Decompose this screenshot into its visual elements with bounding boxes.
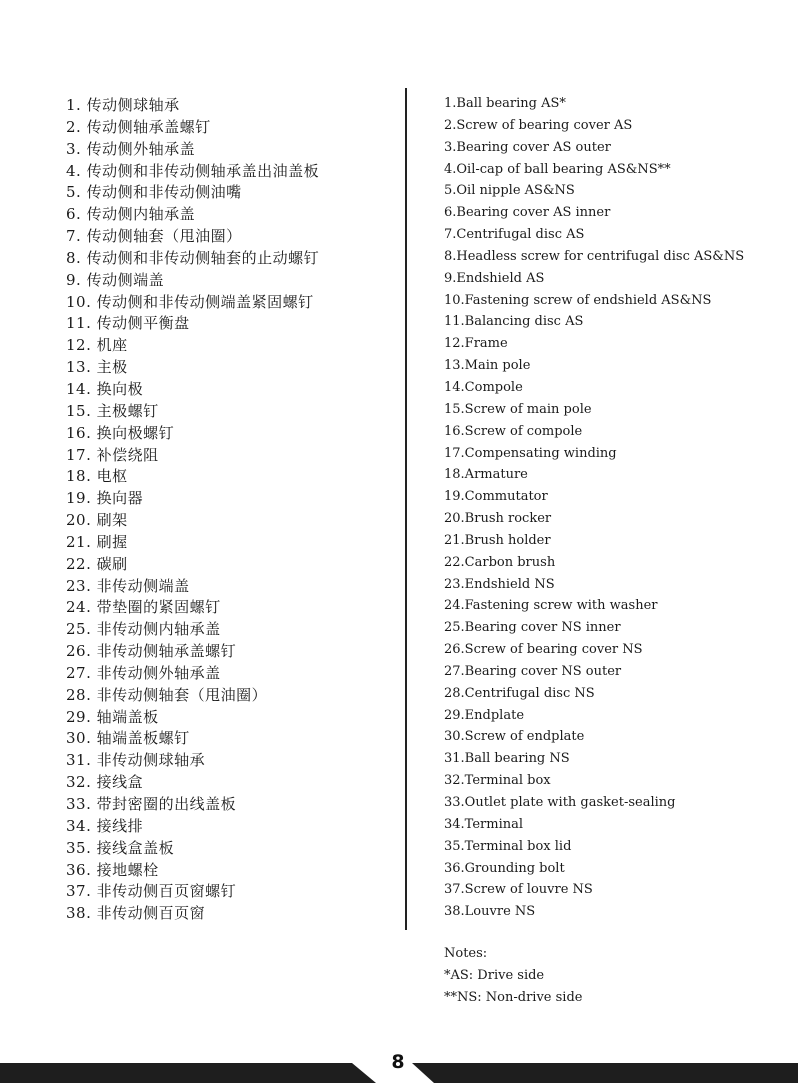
part-item-cn: 7. 传动侧轴套（甩油圈） [66, 227, 242, 246]
part-item-en: 11.Balancing disc AS [444, 314, 584, 330]
part-item-en: 16.Screw of compole [444, 423, 583, 439]
part-item-cn: 12. 机座 [66, 336, 128, 355]
parts-list-english [444, 93, 774, 923]
part-item-en: 23.Endshield NS [444, 576, 555, 592]
part-item-en: 28.Centrifugal disc NS [444, 685, 595, 701]
note-line-ns: **NS: Non-drive side [444, 990, 583, 1005]
part-item-en: 34.Terminal [444, 816, 524, 832]
part-item-en: 15.Screw of main pole [444, 401, 592, 417]
part-item-cn: 15. 主极螺钉 [66, 401, 159, 420]
part-item-cn: 3. 传动侧外轴承盖 [66, 139, 196, 158]
notes-section [444, 943, 582, 1009]
part-item-cn: 23. 非传动侧端盖 [66, 576, 190, 595]
part-item-en: 29.Endplate [444, 707, 525, 723]
part-item-cn: 11. 传动侧平衡盘 [66, 314, 190, 333]
part-item-cn: 26. 非传动侧轴承盖螺钉 [66, 642, 237, 661]
part-item-cn: 8. 传动侧和非传动侧轴套的止动螺钉 [66, 248, 320, 267]
part-item-en: 1.Ball bearing AS* [444, 96, 566, 111]
part-item-en: 6.Bearing cover AS inner [444, 205, 611, 221]
part-item-cn: 32. 接线盒 [66, 773, 144, 792]
part-item-en: 18.Armature [444, 467, 528, 483]
part-item-en: 13.Main pole [444, 358, 531, 374]
part-item-cn: 36. 接地螺栓 [66, 860, 159, 879]
part-item-en: 24.Fastening screw with washer [444, 598, 658, 614]
part-item-en: 2.Screw of bearing cover AS [444, 117, 633, 133]
part-item-en: 27.Bearing cover NS outer [444, 663, 622, 679]
part-item-en: 30.Screw of endplate [444, 729, 585, 745]
part-item-en: 19.Commutator [444, 489, 548, 505]
part-item-en: 9.Endshield AS [444, 270, 545, 286]
part-item-en: 26.Screw of bearing cover NS [444, 642, 643, 658]
part-item-en: 22.Carbon brush [444, 554, 556, 570]
part-item-cn: 9. 传动侧端盖 [66, 270, 165, 289]
part-item-cn: 25. 非传动侧内轴承盖 [66, 620, 221, 639]
part-item-cn: 37. 非传动侧百页窗螺钉 [66, 882, 237, 901]
part-item-en: 33.Outlet plate with gasket-sealing [444, 795, 676, 810]
part-item-cn: 38. 非传动侧百页窗 [66, 904, 206, 923]
page-number: 8 [391, 1051, 405, 1073]
part-item-cn: 34. 接线排 [66, 816, 144, 835]
part-item-cn: 19. 换向器 [66, 489, 144, 508]
part-item-en: 21.Brush holder [444, 532, 551, 548]
part-item-cn: 24. 带垫圈的紧固螺钉 [66, 598, 221, 617]
notes-heading: Notes: [444, 946, 488, 961]
part-item-en: 12.Frame [444, 336, 508, 352]
column-divider [405, 88, 407, 930]
part-item-en: 10.Fastening screw of endshield AS&NS [444, 292, 712, 308]
part-item-en: 17.Compensating winding [444, 445, 617, 461]
part-item-cn: 13. 主极 [66, 358, 128, 377]
part-item-cn: 33. 带封密圈的出线盖板 [66, 795, 237, 813]
part-item-cn: 20. 刷架 [66, 511, 128, 530]
part-item-en: 25.Bearing cover NS inner [444, 620, 621, 636]
part-item-en: 4.Oil-cap of ball bearing AS&NS** [444, 161, 671, 177]
part-item-cn: 35. 接线盒盖板 [66, 838, 175, 857]
part-item-en: 14.Compole [444, 379, 523, 395]
part-item-cn: 30. 轴端盖板螺钉 [66, 729, 190, 748]
part-item-cn: 29. 轴端盖板 [66, 707, 159, 726]
part-item-cn: 16. 换向极螺钉 [66, 423, 175, 442]
footer-band-right [412, 1063, 798, 1083]
part-item-cn: 14. 换向极 [66, 379, 144, 398]
part-item-en: 31.Ball bearing NS [444, 751, 570, 767]
note-line-as: *AS: Drive side [444, 968, 545, 983]
part-item-cn: 28. 非传动侧轴套（甩油圈） [66, 685, 268, 704]
part-item-cn: 10. 传动侧和非传动侧端盖紧固螺钉 [66, 292, 314, 311]
part-item-en: 32.Terminal box [444, 773, 551, 789]
part-item-en: 8.Headless screw for centrifugal disc AS&NS [444, 248, 745, 264]
part-item-cn: 2. 传动侧轴承盖螺钉 [66, 117, 211, 136]
part-item-cn: 4. 传动侧和非传动侧轴承盖出油盖板 [66, 161, 320, 180]
part-item-cn: 6. 传动侧内轴承盖 [66, 205, 196, 224]
footer-band-left [0, 1063, 376, 1083]
part-item-en: 5.Oil nipple AS&NS [444, 183, 575, 199]
part-item-en: 20.Brush rocker [444, 511, 552, 527]
part-item-en: 7.Centrifugal disc AS [444, 227, 585, 243]
part-item-en: 3.Bearing cover AS outer [444, 139, 611, 155]
part-item-cn: 18. 电枢 [66, 467, 128, 486]
parts-list-chinese [66, 95, 396, 925]
part-item-cn: 22. 碳刷 [66, 554, 128, 573]
part-item-en: 37.Screw of louvre NS [444, 882, 593, 898]
part-item-cn: 1. 传动侧球轴承 [66, 96, 180, 114]
part-item-cn: 27. 非传动侧外轴承盖 [66, 663, 221, 682]
part-item-en: 38.Louvre NS [444, 904, 536, 920]
part-item-cn: 17. 补偿绕阻 [66, 445, 159, 464]
part-item-cn: 31. 非传动侧球轴承 [66, 751, 206, 770]
part-item-cn: 21. 刷握 [66, 532, 128, 551]
part-item-cn: 5. 传动侧和非传动侧油嘴 [66, 183, 242, 202]
part-item-en: 35.Terminal box lid [444, 838, 572, 854]
part-item-en: 36.Grounding bolt [444, 860, 565, 876]
